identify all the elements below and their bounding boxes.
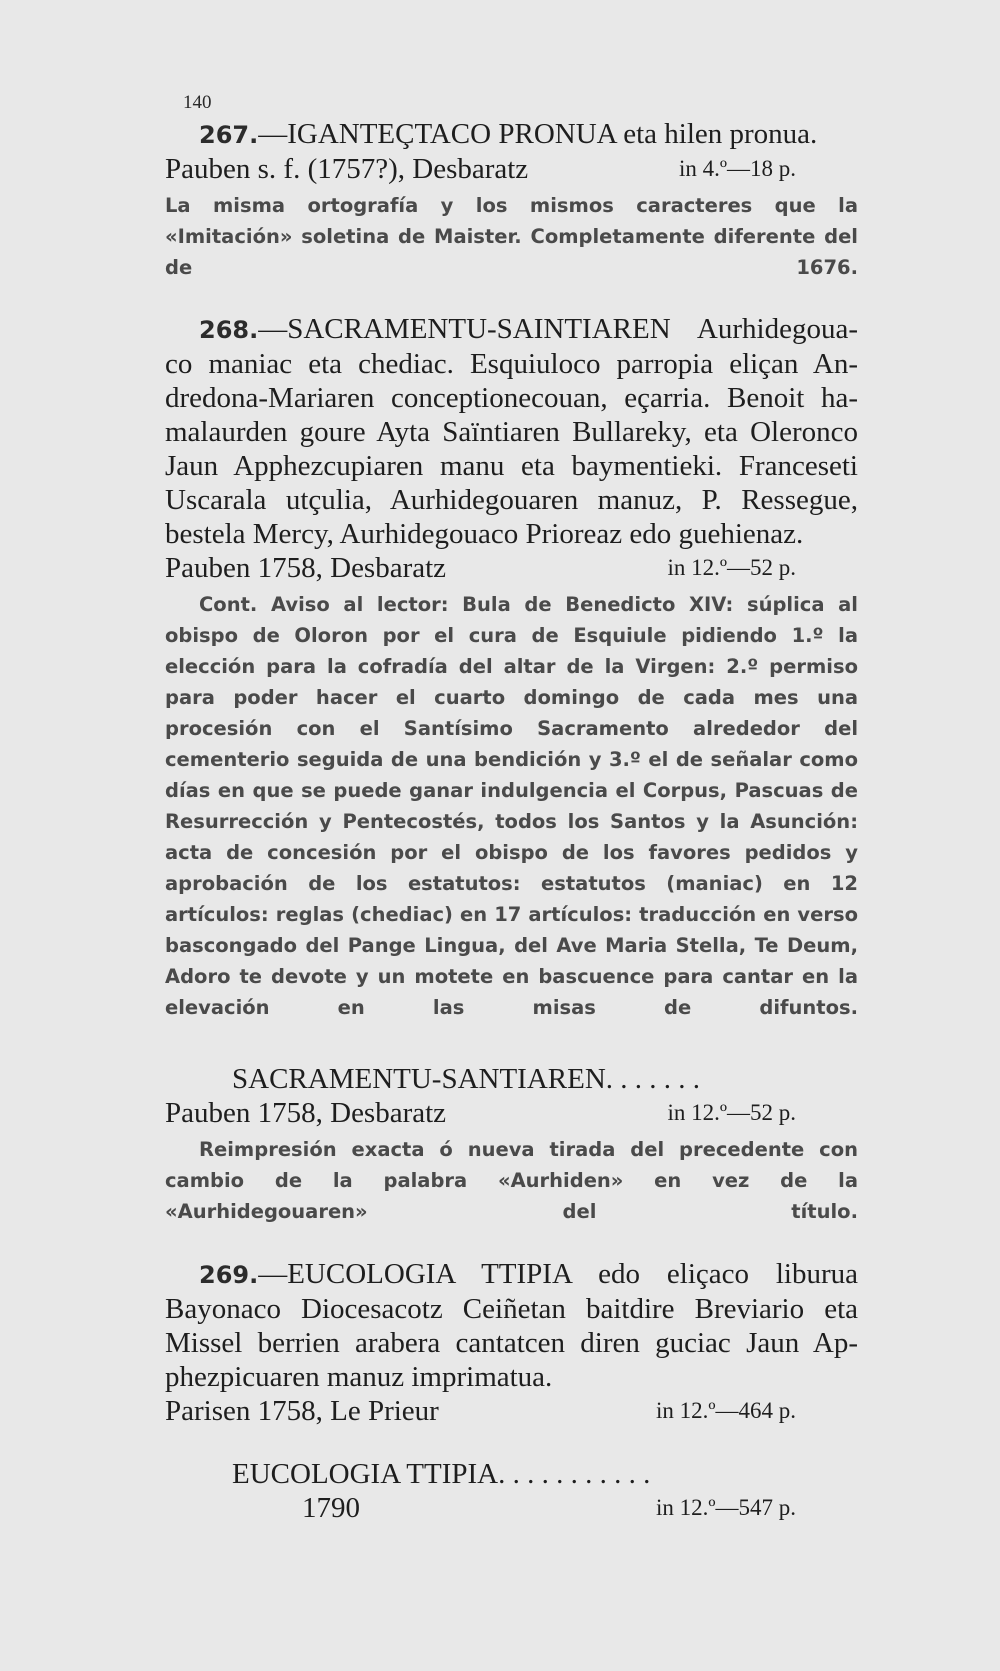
imprint: Pauben 1758, Desbaratz — [165, 552, 447, 584]
entry-title — [165, 117, 858, 152]
title-line — [165, 312, 858, 347]
imprint: Pauben s. f. (1757?), Desbaratz — [165, 153, 529, 185]
year: 1790 — [302, 1492, 360, 1524]
entry-note: Cont. Aviso al lector: Bula de Benedicto XIV: súplica al obispo de Oloron por el cura de Esquiule pidiendo 1.º la elección para la cofradía del altar de la Virgen: 2.º permiso para poder hacer el cuarto domingo de cada mes una procesión con el Santísimo Sacramento alrededor del cementerio seguida de una bendición y 3.º el de señalar como días en que se puede ganar indulgencia el Corpus, Pascuas de Resurrección y Pentecostés, todos los Santos y la Asunción: acta de concesión por el obispo de los favores pedidos y aprobación de los estatutos: estatutos (maniac) en 12 artículos: reglas (chediac) en 17 artículos: traducción en verso bascongado del Pange Lingua, del Ave Maria Stella, Te Deum, Adoro te devote y un motete en bascuence para cantar en la elevación en las misas de difuntos. — [165, 593, 858, 1019]
entry-title-text: —IGANTEÇTACO PRONUA eta hilen pronua. — [258, 118, 818, 150]
title-line: Jaun Apphezcupiaren manu eta baymentieki. Franceseti — [165, 450, 858, 482]
format: in 12.º—464 p. — [655, 1398, 796, 1423]
title-line: Missel berrien arabera cantatcen diren guciac Jaun Ap- — [165, 1327, 858, 1359]
entry-note: Reimpresión exacta ó nueva tirada del precedente con cambio de la palabra «Aurhiden» en vez de la «Aurhidegouaren» del título. — [165, 1138, 858, 1223]
imprint-line — [165, 1096, 858, 1130]
title-line: co maniac eta chediac. Esquiuloco parropia eliçan An- — [165, 348, 858, 380]
entry-title — [165, 1257, 858, 1394]
imprint: Parisen 1758, Le Prieur — [165, 1395, 439, 1427]
imprint-line — [165, 1491, 858, 1525]
imprint-line — [165, 1394, 858, 1428]
imprint-line — [165, 551, 858, 585]
title-line-text: —SACRAMENTU-SAINTIAREN Aurhidegoua- — [258, 313, 858, 345]
entry-269 — [165, 1257, 858, 1428]
entry-number: 267. — [199, 121, 259, 149]
entry-268 — [165, 312, 858, 1023]
imprint-line — [165, 152, 858, 186]
imprint: Pauben 1758, Desbaratz — [165, 1097, 447, 1129]
page-number: 140 — [183, 92, 212, 113]
format: in 12.º—52 p. — [667, 555, 796, 580]
entry-title — [165, 312, 858, 551]
title-line: Uscarala utçulia, Aurhidegouaren manuz, P. Ressegue, — [165, 484, 858, 516]
entry-267 — [165, 117, 858, 283]
entry-note: La misma ortografía y los mismos caracteres que la «Imitación» soletina de Maister. Completamente diferente del de 1676. — [165, 194, 858, 279]
entry-number: 268. — [199, 316, 259, 344]
title-line: malaurden goure Ayta Saïntiaren Bullareky, eta Oleronco — [165, 416, 858, 448]
title-line: bestela Mercy, Aurhidegouaco Prioreaz edo guehienaz. — [165, 518, 804, 550]
format: in 4.º—18 p. — [678, 156, 796, 181]
title-line: Bayonaco Diocesacotz Ceiñetan baitdire Breviario eta — [165, 1293, 858, 1325]
entry-title: EUCOLOGIA TTIPIA. . . . . . . . . . . — [232, 1458, 651, 1490]
title-line — [165, 1257, 858, 1292]
entry-268-variant — [165, 1062, 858, 1227]
format: in 12.º—52 p. — [667, 1100, 796, 1125]
title-line: dredona-Mariaren conceptionecouan, eçarria. Benoit ha- — [165, 382, 858, 414]
title-line: phezpicuaren manuz imprimatua. — [165, 1361, 553, 1393]
format: in 12.º—547 p. — [655, 1495, 796, 1520]
entry-title: SACRAMENTU-SANTIAREN. . . . . . . — [232, 1063, 701, 1095]
title-line-text: —EUCOLOGIA TTIPIA edo eliçaco liburua — [258, 1258, 858, 1290]
entry-269-variant — [165, 1457, 858, 1525]
entry-number: 269. — [199, 1261, 259, 1289]
